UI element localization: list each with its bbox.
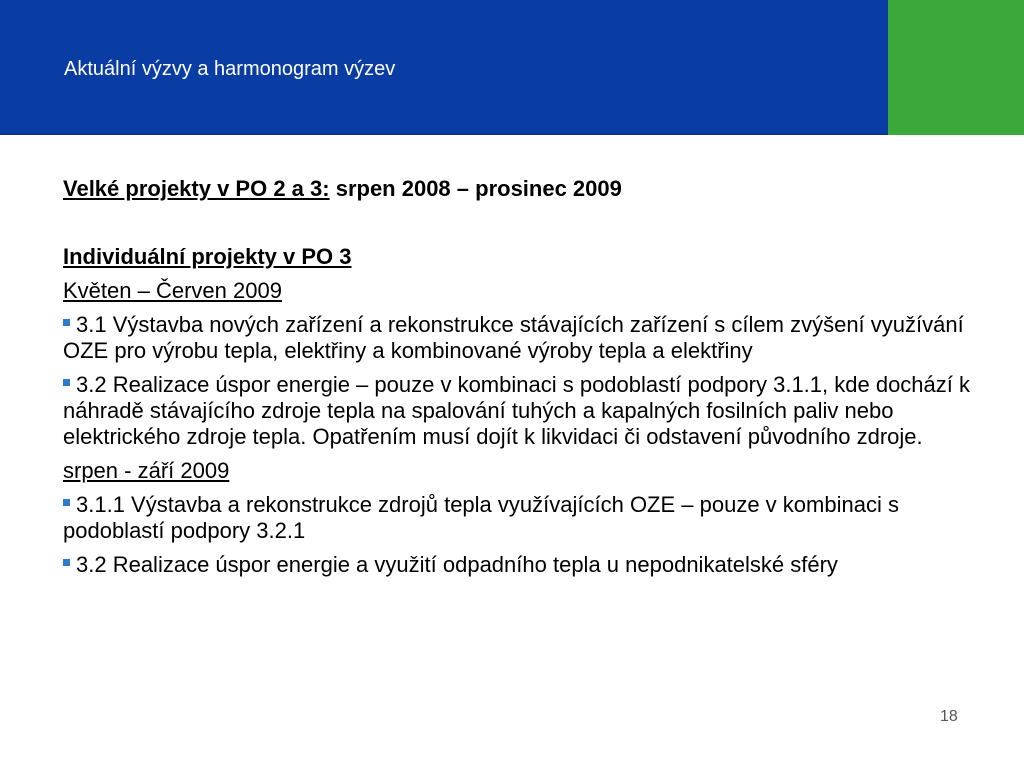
list-item: 3.1.1 Výstavba a rekonstrukce zdrojů tepla využívajících OZE – pouze v kombinaci s podoblastí podpory 3.2.1 xyxy=(63,492,899,543)
individual-projects-heading: Individuální projekty v PO 3 xyxy=(63,244,352,269)
period-may-june: Květen – Červen 2009 xyxy=(63,278,282,303)
period-aug-sep: srpen - září 2009 xyxy=(63,458,230,483)
header-band xyxy=(0,0,888,135)
bullet-square-icon xyxy=(63,319,70,326)
large-projects-line xyxy=(63,176,1003,202)
large-projects-label: Velké projekty v PO 2 a 3: xyxy=(63,176,330,201)
bullet-square-icon xyxy=(63,379,70,386)
slide-title: Aktuální výzvy a harmonogram výzev xyxy=(64,58,396,80)
header-accent xyxy=(888,0,1024,135)
list-item: 3.1 Výstavba nových zařízení a rekonstrukce stávajících zařízení s cílem zvýšení využívání OZE pro výrobu tepla, elektřiny a kombinované výroby tepla a elektřiny xyxy=(63,312,964,363)
large-projects-dates: srpen 2008 – prosinec 2009 xyxy=(329,176,622,201)
page-number: 18 xyxy=(940,708,958,725)
list-item: 3.2 Realizace úspor energie a využití odpadního tepla u nepodnikatelské sféry xyxy=(63,552,1003,578)
slide-content xyxy=(63,176,1003,578)
list-item: 3.2 Realizace úspor energie – pouze v kombinaci s podoblastí podpory 3.1.1, kde dochází k náhradě stávajícího zdroje tepla na spalování tuhých a kapalných fosilních paliv nebo elektrického zdroje tepla. Opatřením musí dojít k likvidaci či odstavení původního zdroje. xyxy=(63,372,970,449)
bullet-square-icon xyxy=(63,499,70,506)
bullet-square-icon xyxy=(63,559,70,566)
